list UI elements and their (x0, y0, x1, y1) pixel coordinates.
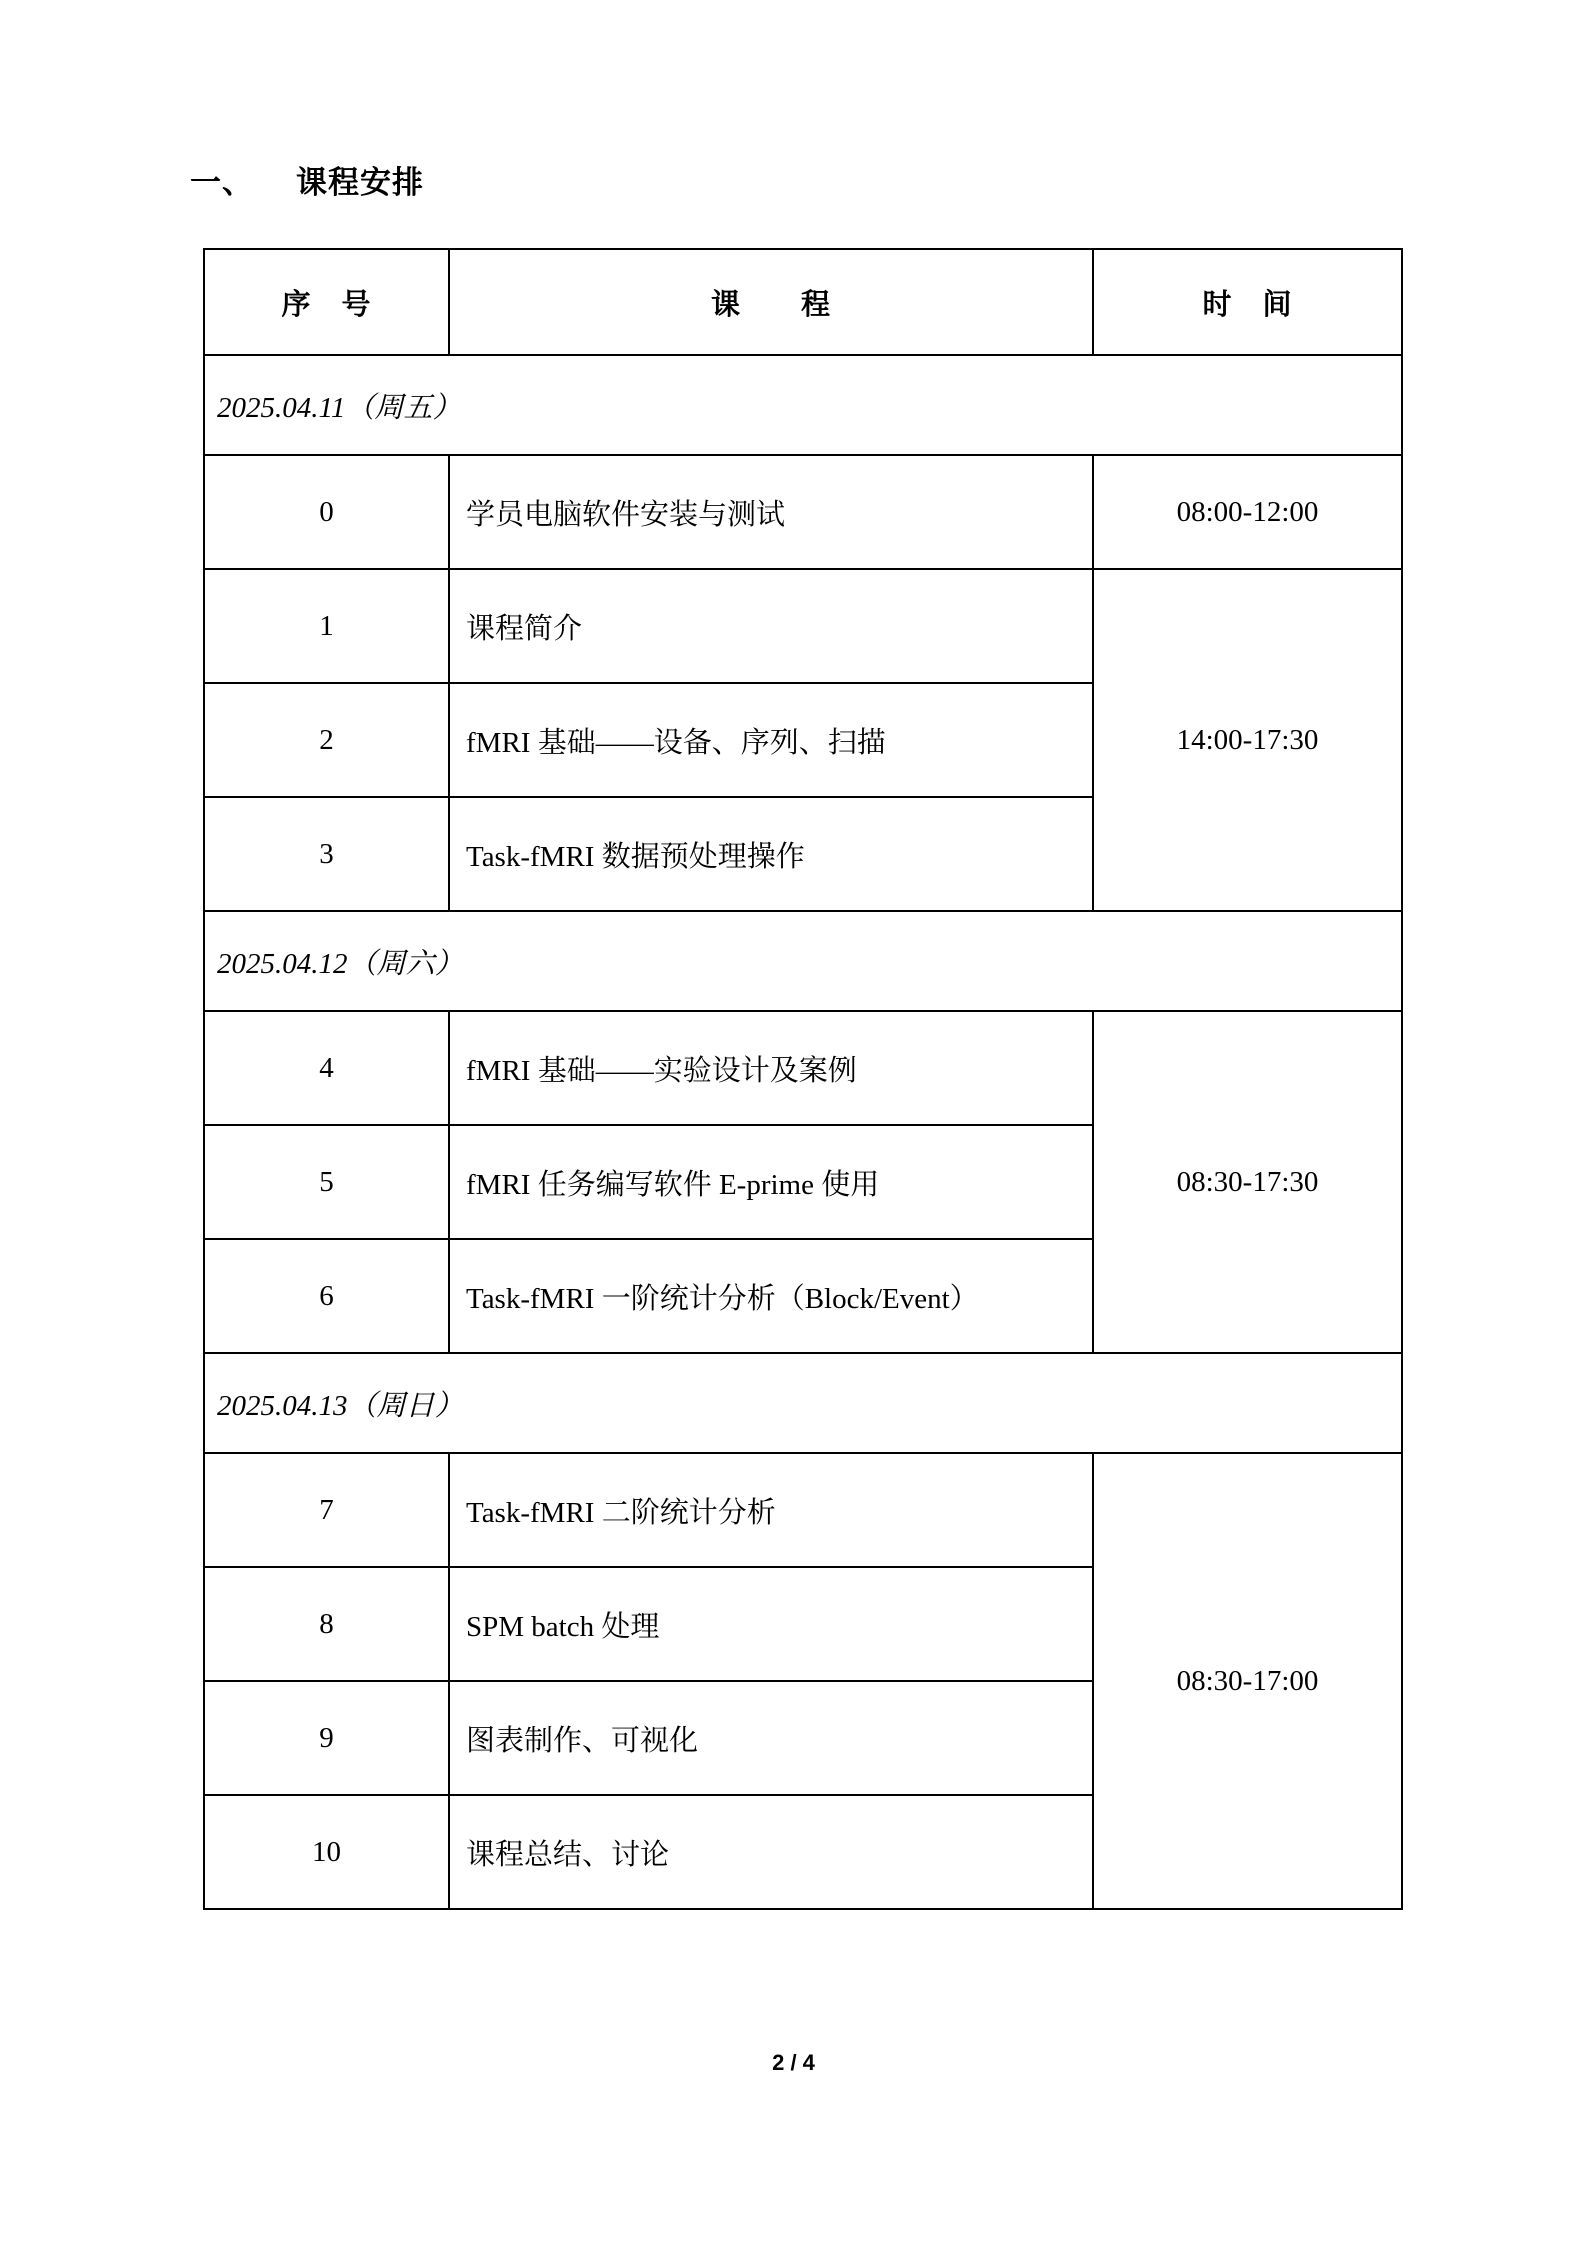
course-name: Task-fMRI 数据预处理操作 (449, 797, 1093, 911)
course-number: 3 (204, 797, 449, 911)
date-label: 2025.04.13（周日） (204, 1353, 1402, 1453)
section-title (190, 166, 424, 200)
course-time-merged: 08:30-17:30 (1093, 1011, 1402, 1353)
course-name: fMRI 基础——实验设计及案例 (449, 1011, 1093, 1125)
course-name: fMRI 基础——设备、序列、扫描 (449, 683, 1093, 797)
course-name: Task-fMRI 一阶统计分析（Block/Event） (449, 1239, 1093, 1353)
course-row (204, 1011, 1402, 1125)
course-number: 2 (204, 683, 449, 797)
course-time-merged: 14:00-17:30 (1093, 569, 1402, 911)
course-schedule-table (203, 248, 1403, 1910)
section-number: 一、 (190, 165, 254, 200)
course-number: 5 (204, 1125, 449, 1239)
date-row (204, 1353, 1402, 1453)
course-time: 08:00-12:00 (1093, 455, 1402, 569)
course-name: 课程简介 (449, 569, 1093, 683)
header-时间: 时 间 (1093, 249, 1402, 355)
table-header-row (204, 249, 1402, 355)
course-number: 9 (204, 1681, 449, 1795)
course-number: 1 (204, 569, 449, 683)
course-number: 7 (204, 1453, 449, 1567)
course-number: 6 (204, 1239, 449, 1353)
course-name: 图表制作、可视化 (449, 1681, 1093, 1795)
course-name: Task-fMRI 二阶统计分析 (449, 1453, 1093, 1567)
course-number: 10 (204, 1795, 449, 1909)
course-name: fMRI 任务编写软件 E-prime 使用 (449, 1125, 1093, 1239)
date-label: 2025.04.11（周五） (204, 355, 1402, 455)
header-序号: 序 号 (204, 249, 449, 355)
course-number: 4 (204, 1011, 449, 1125)
date-row (204, 911, 1402, 1011)
course-number: 8 (204, 1567, 449, 1681)
date-row (204, 355, 1402, 455)
section-title-text: 课程安排 (296, 165, 424, 200)
date-label: 2025.04.12（周六） (204, 911, 1402, 1011)
course-row (204, 1453, 1402, 1567)
course-time-merged: 08:30-17:00 (1093, 1453, 1402, 1909)
course-row (204, 569, 1402, 683)
course-name: 学员电脑软件安装与测试 (449, 455, 1093, 569)
header-课程: 课 程 (449, 249, 1093, 355)
page-number: 2 / 4 (772, 2050, 815, 2075)
course-name: SPM batch 处理 (449, 1567, 1093, 1681)
course-name: 课程总结、讨论 (449, 1795, 1093, 1909)
course-row (204, 455, 1402, 569)
course-number: 0 (204, 455, 449, 569)
